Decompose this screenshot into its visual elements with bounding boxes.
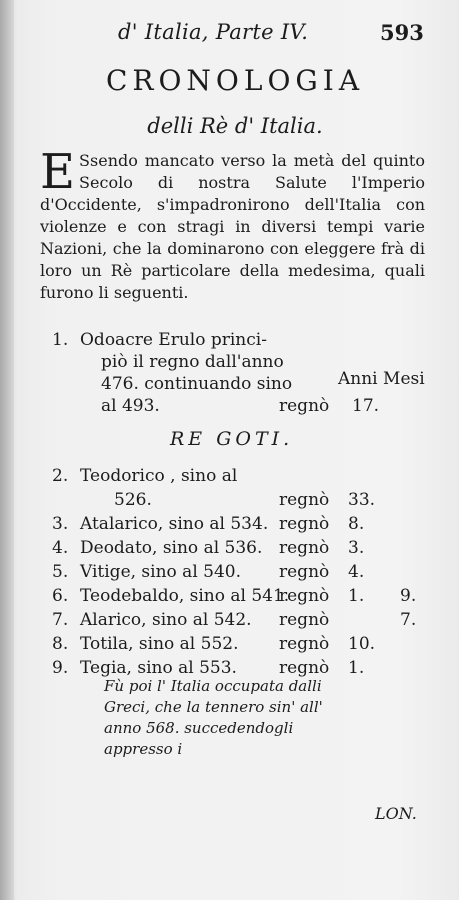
- regno-label: regnò: [279, 490, 330, 510]
- regno-label: regnò: [279, 586, 330, 606]
- entry-name: Deodato, sino al 536.: [80, 538, 263, 558]
- intro-paragraph: [40, 144, 425, 304]
- entry-row: [0, 466, 459, 492]
- entry-number: 9.: [52, 658, 69, 678]
- anni-value: 8.: [348, 514, 365, 534]
- closing-note: Fù poi l' Italia occupata dalli Greci, che la tennero sin' all' anno 568. succedendogli appresso i: [104, 677, 323, 758]
- page-number: 593: [380, 20, 424, 45]
- anni-value: 1.: [348, 658, 365, 678]
- regno-label: regnò: [279, 538, 330, 558]
- mesi-value: 9.: [400, 586, 417, 606]
- entry-row: [0, 490, 459, 516]
- entry-row: [0, 586, 459, 612]
- entry-name: Teodorico , sino al: [80, 466, 238, 486]
- catchword: LON.: [375, 804, 417, 823]
- regno-label: regnò: [279, 658, 330, 678]
- entry-row: [0, 514, 459, 540]
- page-title: CRONOLOGIA: [105, 64, 365, 97]
- entry-number: 7.: [52, 610, 69, 630]
- entry-row: [0, 634, 459, 660]
- entry-number: 1.: [52, 330, 69, 350]
- entry-name: Teodebaldo, sino al 541.: [80, 586, 290, 606]
- mesi-header: Mesi: [383, 369, 425, 389]
- entry-number: 2.: [52, 466, 69, 486]
- section-title: RE GOTI.: [170, 428, 294, 450]
- entry-name: Atalarico, sino al 534.: [80, 514, 269, 534]
- entry-continuation: piò il regno dall'anno: [101, 352, 284, 372]
- regno-label: regnò: [279, 562, 330, 582]
- anni-value: 3.: [348, 538, 365, 558]
- regno-label: regnò: [279, 610, 330, 630]
- entry-continuation: al 493.: [101, 396, 160, 416]
- entry-number: 5.: [52, 562, 69, 582]
- anni-value: 4.: [348, 562, 365, 582]
- entry-number: 8.: [52, 634, 69, 654]
- entry-name: Tegia, sino al 553.: [80, 658, 237, 678]
- column-headers: [338, 369, 425, 389]
- page-subtitle: delli Rè d' Italia.: [147, 114, 323, 138]
- running-title: d' Italia, Parte IV.: [118, 20, 309, 44]
- intro-text: Ssendo mancato verso la metà del quinto Secolo di nostra Salute l'Imperio d'Occidente, s'impadronirono dell'Italia con violenze e con stragi in diversi tempi varie Nazioni, che la dominarono con eleggere frà di loro un Rè particolare della medesima, quali furono li seguenti.: [40, 151, 425, 302]
- entry-row-1-end: [0, 396, 459, 422]
- entry-number: 3.: [52, 514, 69, 534]
- entry-name: Totila, sino al 552.: [80, 634, 239, 654]
- anni-value: 10.: [348, 634, 376, 654]
- entry-row: [0, 562, 459, 588]
- entry-number: 4.: [52, 538, 69, 558]
- page-gutter: [0, 0, 14, 900]
- anni-value: 1.: [348, 586, 365, 606]
- regno-label: regnò: [279, 396, 330, 416]
- mesi-value: 7.: [400, 610, 417, 630]
- anni-value: 33.: [348, 490, 376, 510]
- anni-value: 17.: [352, 396, 380, 416]
- entry-number: 6.: [52, 586, 69, 606]
- entry-row: [0, 538, 459, 564]
- entry-continuation: 526.: [114, 490, 152, 510]
- entry-row: [0, 610, 459, 636]
- regno-label: regnò: [279, 634, 330, 654]
- drop-cap: E: [40, 144, 76, 200]
- entry-continuation: 476. continuando sino: [101, 374, 293, 394]
- entry-name: Odoacre Erulo princi-: [80, 330, 267, 350]
- entry-name: Alarico, sino al 542.: [80, 610, 252, 630]
- regno-label: regnò: [279, 514, 330, 534]
- anni-header: Anni: [338, 369, 378, 389]
- entry-name: Vitige, sino al 540.: [80, 562, 242, 582]
